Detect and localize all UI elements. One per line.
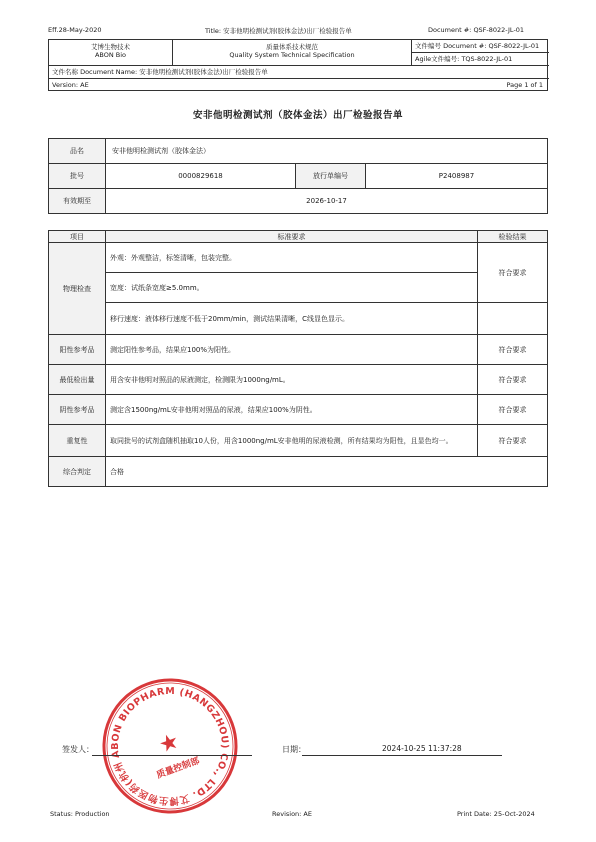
- header-agile-number: Agile文件编号: TQS-8022-JL-01: [412, 53, 549, 66]
- header-document-name: 文件名称 Document Name: 安非他明检测试剂(胶体金法)出厂检验报告单: [49, 66, 549, 79]
- document-number-top: Document #: QSF-8022-JL-01: [428, 26, 525, 34]
- table-header-row: [49, 231, 548, 243]
- header-page-number: Page 1 of 1: [506, 81, 543, 89]
- footer-revision: Revision: AE: [272, 810, 312, 818]
- product-value: 安非他明检测试剂（胶体金法）: [106, 139, 548, 164]
- row-spec: 取同批号的试剂盒随机抽取10人份，用含1000ng/mL安非他明的尿液检测，所有结果均为阳性，且显色均一。: [106, 425, 478, 457]
- row-result: 符合要求: [478, 335, 548, 365]
- table-row: [49, 243, 548, 273]
- table-row: [49, 395, 548, 425]
- table-row: [49, 189, 548, 214]
- header-spec: 标准要求: [106, 231, 478, 243]
- row-item: 重复性: [49, 425, 106, 457]
- product-info-table: [48, 138, 548, 214]
- lot-value: 0000829618: [106, 164, 296, 189]
- physical-item: 物理检查: [49, 243, 106, 335]
- product-label: 品名: [49, 139, 106, 164]
- physical-result-blank: [478, 303, 548, 335]
- header-item: 项目: [49, 231, 106, 243]
- release-label: 放行单编号: [296, 164, 366, 189]
- table-row: [49, 365, 548, 395]
- row-result: 符合要求: [478, 395, 548, 425]
- table-row: [49, 139, 548, 164]
- date-label: 日期：: [282, 745, 306, 754]
- date-value: 2024-10-25 11:37:28: [382, 744, 462, 753]
- row-spec: 用含安非他明对照品的尿液测定，检测限为1000ng/mL。: [106, 365, 478, 395]
- prepared-by-label: 签发人：: [62, 745, 94, 754]
- row-item: 阳性参考品: [49, 335, 106, 365]
- table-row: [49, 335, 548, 365]
- footer-print-date: Print Date: 25-Oct-2024: [457, 810, 535, 818]
- table-row: [49, 457, 548, 487]
- document-title-top: Title: 安非他明检测试剂(胶体金法)出厂检验报告单: [205, 27, 352, 35]
- company-seal: [100, 676, 240, 816]
- prepared-by-line: [92, 755, 252, 756]
- inspection-table: [48, 230, 548, 487]
- expiry-label: 有效期至: [49, 189, 106, 214]
- row-result: 符合要求: [478, 365, 548, 395]
- table-row: [49, 273, 548, 303]
- row-item: 最低检出量: [49, 365, 106, 395]
- physical-result: 符合要求: [478, 243, 548, 303]
- release-value: P2408987: [366, 164, 548, 189]
- table-row: [49, 303, 548, 335]
- physical-migration: 移行速度：液体移行速度不低于20mm/min，测试结果清晰，C线显色显示。: [106, 303, 478, 335]
- document-header: [48, 39, 548, 91]
- seal-ring-text: ABON BIOPHARM (HANGZHOU) CO., LTD. 艾博生物医药(杭州)有限公司: [109, 685, 231, 807]
- footer-status: Status: Production: [50, 810, 110, 818]
- lot-label: 批号: [49, 164, 106, 189]
- star-icon: ★: [155, 728, 183, 759]
- row-item: 阴性参考品: [49, 395, 106, 425]
- effective-date: Eff.28-May-2020: [48, 26, 102, 34]
- row-spec: 测定含1500ng/mL安非他明对照品的尿液，结果应100%为阴性。: [106, 395, 478, 425]
- row-result: 符合要求: [478, 425, 548, 457]
- table-row: [49, 164, 548, 189]
- overall-item: 综合判定: [49, 457, 106, 487]
- header-document-number: 文件编号 Document #: QSF-8022-JL-01: [412, 40, 549, 53]
- table-row: [49, 425, 548, 457]
- report-title: 安非他明检测试剂（胶体金法）出厂检验报告单: [192, 110, 403, 121]
- physical-width: 宽度：试纸条宽度≥5.0mm。: [106, 273, 478, 303]
- physical-appearance: 外观：外观整洁，标签清晰，包装完整。: [106, 243, 478, 273]
- header-version: Version: AE: [52, 81, 89, 89]
- row-spec: 测定阳性参考品，结果应100%为阳性。: [106, 335, 478, 365]
- department-name: 质量体系技术规范 Quality System Technical Specification: [173, 40, 412, 66]
- company-name: 艾博生物技术 ABON Bio: [49, 40, 173, 66]
- seal-center-text: 质量控制部: [155, 756, 202, 781]
- expiry-value: 2026-10-17: [106, 189, 548, 214]
- date-line: [302, 755, 502, 756]
- overall-value: 合格: [106, 457, 548, 487]
- header-result: 检验结果: [478, 231, 548, 243]
